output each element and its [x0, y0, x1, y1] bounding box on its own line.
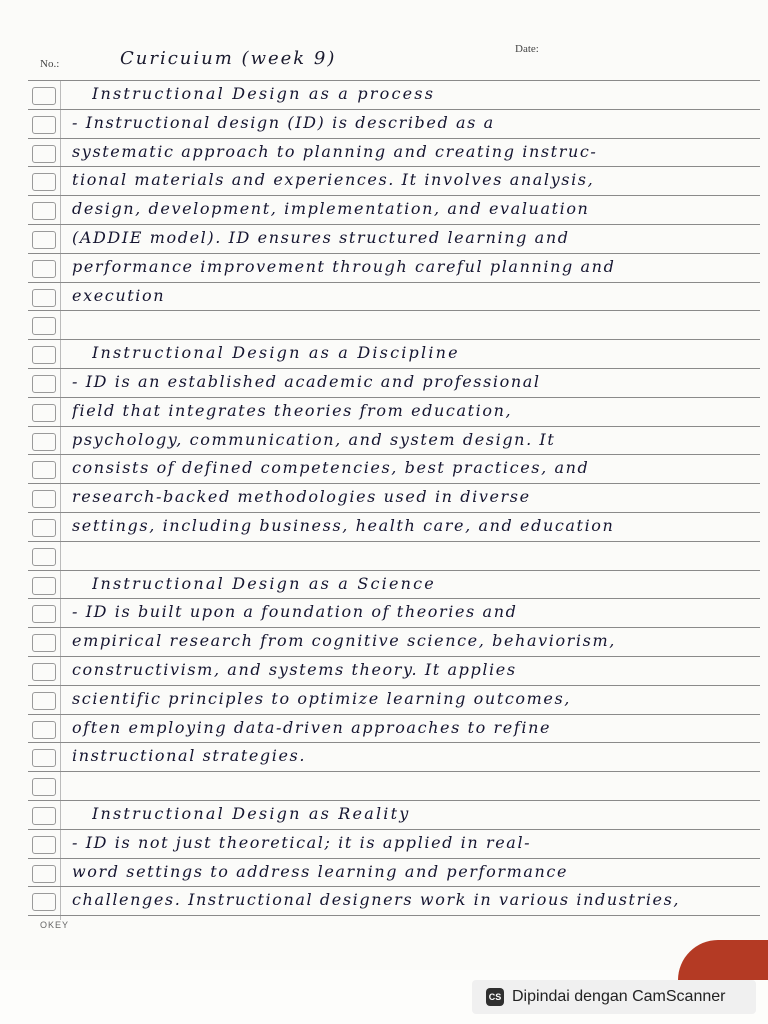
margin-checkbox: [32, 346, 56, 364]
margin-checkbox: [32, 836, 56, 854]
margin-checkbox: [32, 605, 56, 623]
rule-line: [28, 656, 760, 657]
margin-line: [60, 80, 61, 920]
rule-line: [28, 598, 760, 599]
rule-line: [28, 858, 760, 859]
margin-checkbox: [32, 749, 56, 767]
margin-checkbox: [32, 260, 56, 278]
margin-checkbox: [32, 145, 56, 163]
rule-line: [28, 426, 760, 427]
margin-checkbox: [32, 663, 56, 681]
margin-checkbox: [32, 865, 56, 883]
rule-line: [28, 915, 760, 916]
rule-line: [28, 714, 760, 715]
margin-checkbox: [32, 461, 56, 479]
rule-line: [28, 339, 760, 340]
note-line: challenges. Instructional designers work in various industries,: [72, 890, 681, 910]
note-line: word settings to address learning and performance: [72, 861, 569, 881]
rule-line: [28, 282, 760, 283]
rule-line: [28, 570, 760, 571]
rule-line: [28, 310, 760, 311]
page-header: [30, 43, 760, 84]
camscanner-text: Dipindai dengan CamScanner: [512, 988, 726, 1005]
margin-checkbox: [32, 433, 56, 451]
note-line: settings, including business, health care, and education: [72, 516, 615, 535]
margin-checkbox: [32, 721, 56, 739]
note-line: (ADDIE model). ID ensures structured learning and: [72, 228, 570, 247]
rule-line: [28, 224, 760, 225]
rule-line: [28, 685, 760, 686]
rule-line: [28, 454, 760, 455]
note-line: performance improvement through careful planning and: [72, 256, 616, 276]
rule-line: [28, 109, 760, 110]
note-line: field that integrates theories from education,: [72, 400, 513, 420]
margin-checkbox: [32, 490, 56, 508]
section-heading: Instructional Design as a Discipline: [92, 343, 460, 363]
section-heading: Instructional Design as Reality: [92, 804, 411, 823]
rule-line: [28, 771, 760, 772]
margin-checkbox: [32, 577, 56, 595]
note-line: scientific principles to optimize learning outcomes,: [72, 688, 571, 708]
page-title: Curicuium (week 9): [120, 48, 337, 69]
margin-checkbox: [32, 692, 56, 710]
rule-line: [28, 166, 760, 167]
rule-line: [28, 195, 760, 196]
section-heading: Instructional Design as a process: [92, 84, 436, 103]
number-label: No.:: [40, 58, 60, 70]
note-line: psychology, communication, and system design. It: [72, 429, 556, 449]
rule-line: [28, 483, 760, 484]
camscanner-watermark: [472, 980, 756, 1014]
rule-line: [28, 80, 760, 81]
rule-line: [28, 368, 760, 369]
margin-checkbox: [32, 289, 56, 307]
note-line: constructivism, and systems theory. It applies: [72, 660, 517, 679]
margin-checkbox: [32, 778, 56, 796]
margin-checkbox: [32, 519, 56, 537]
margin-checkbox: [32, 634, 56, 652]
margin-checkbox: [32, 893, 56, 911]
margin-checkbox: [32, 231, 56, 249]
rule-line: [28, 138, 760, 139]
margin-checkbox: [32, 202, 56, 220]
rule-line: [28, 397, 760, 398]
margin-checkbox: [32, 173, 56, 191]
margin-checkbox: [32, 317, 56, 335]
margin-checkbox: [32, 87, 56, 105]
note-line: instructional strategies.: [72, 746, 307, 766]
rule-line: [28, 627, 760, 628]
margin-checkbox: [32, 116, 56, 134]
rule-line: [28, 829, 760, 830]
section-heading: Instructional Design as a Science: [92, 573, 436, 593]
note-line: - ID is built upon a foundation of theories and: [72, 602, 518, 622]
rule-line: [28, 541, 760, 542]
note-line: - Instructional design (ID) is described as a: [72, 112, 495, 132]
note-line: design, development, implementation, and evaluation: [72, 199, 590, 219]
margin-checkbox: [32, 375, 56, 393]
rule-line: [28, 800, 760, 801]
note-line: execution: [72, 285, 166, 305]
note-line: research-backed methodologies used in diverse: [72, 487, 531, 507]
note-line: tional materials and experiences. It involves analysis,: [72, 170, 595, 190]
note-line: systematic approach to planning and creating instruc-: [72, 141, 598, 161]
rule-line: [28, 253, 760, 254]
rule-line: [28, 886, 760, 887]
margin-checkbox: [32, 807, 56, 825]
note-line: empirical research from cognitive science, behaviorism,: [72, 631, 616, 651]
rule-line: [28, 742, 760, 743]
note-line: consists of defined competencies, best practices, and: [72, 458, 590, 478]
rule-line: [28, 512, 760, 513]
note-line: often employing data-driven approaches to refine: [72, 717, 552, 737]
camscanner-icon: CS: [486, 988, 504, 1006]
note-line: - ID is not just theoretical; it is applied in real-: [72, 832, 532, 852]
margin-checkbox: [32, 548, 56, 566]
margin-checkbox: [32, 404, 56, 422]
note-line: - ID is an established academic and professional: [72, 372, 541, 391]
notebook-brand: OKEY: [40, 920, 70, 930]
date-label: Date:: [515, 43, 539, 55]
